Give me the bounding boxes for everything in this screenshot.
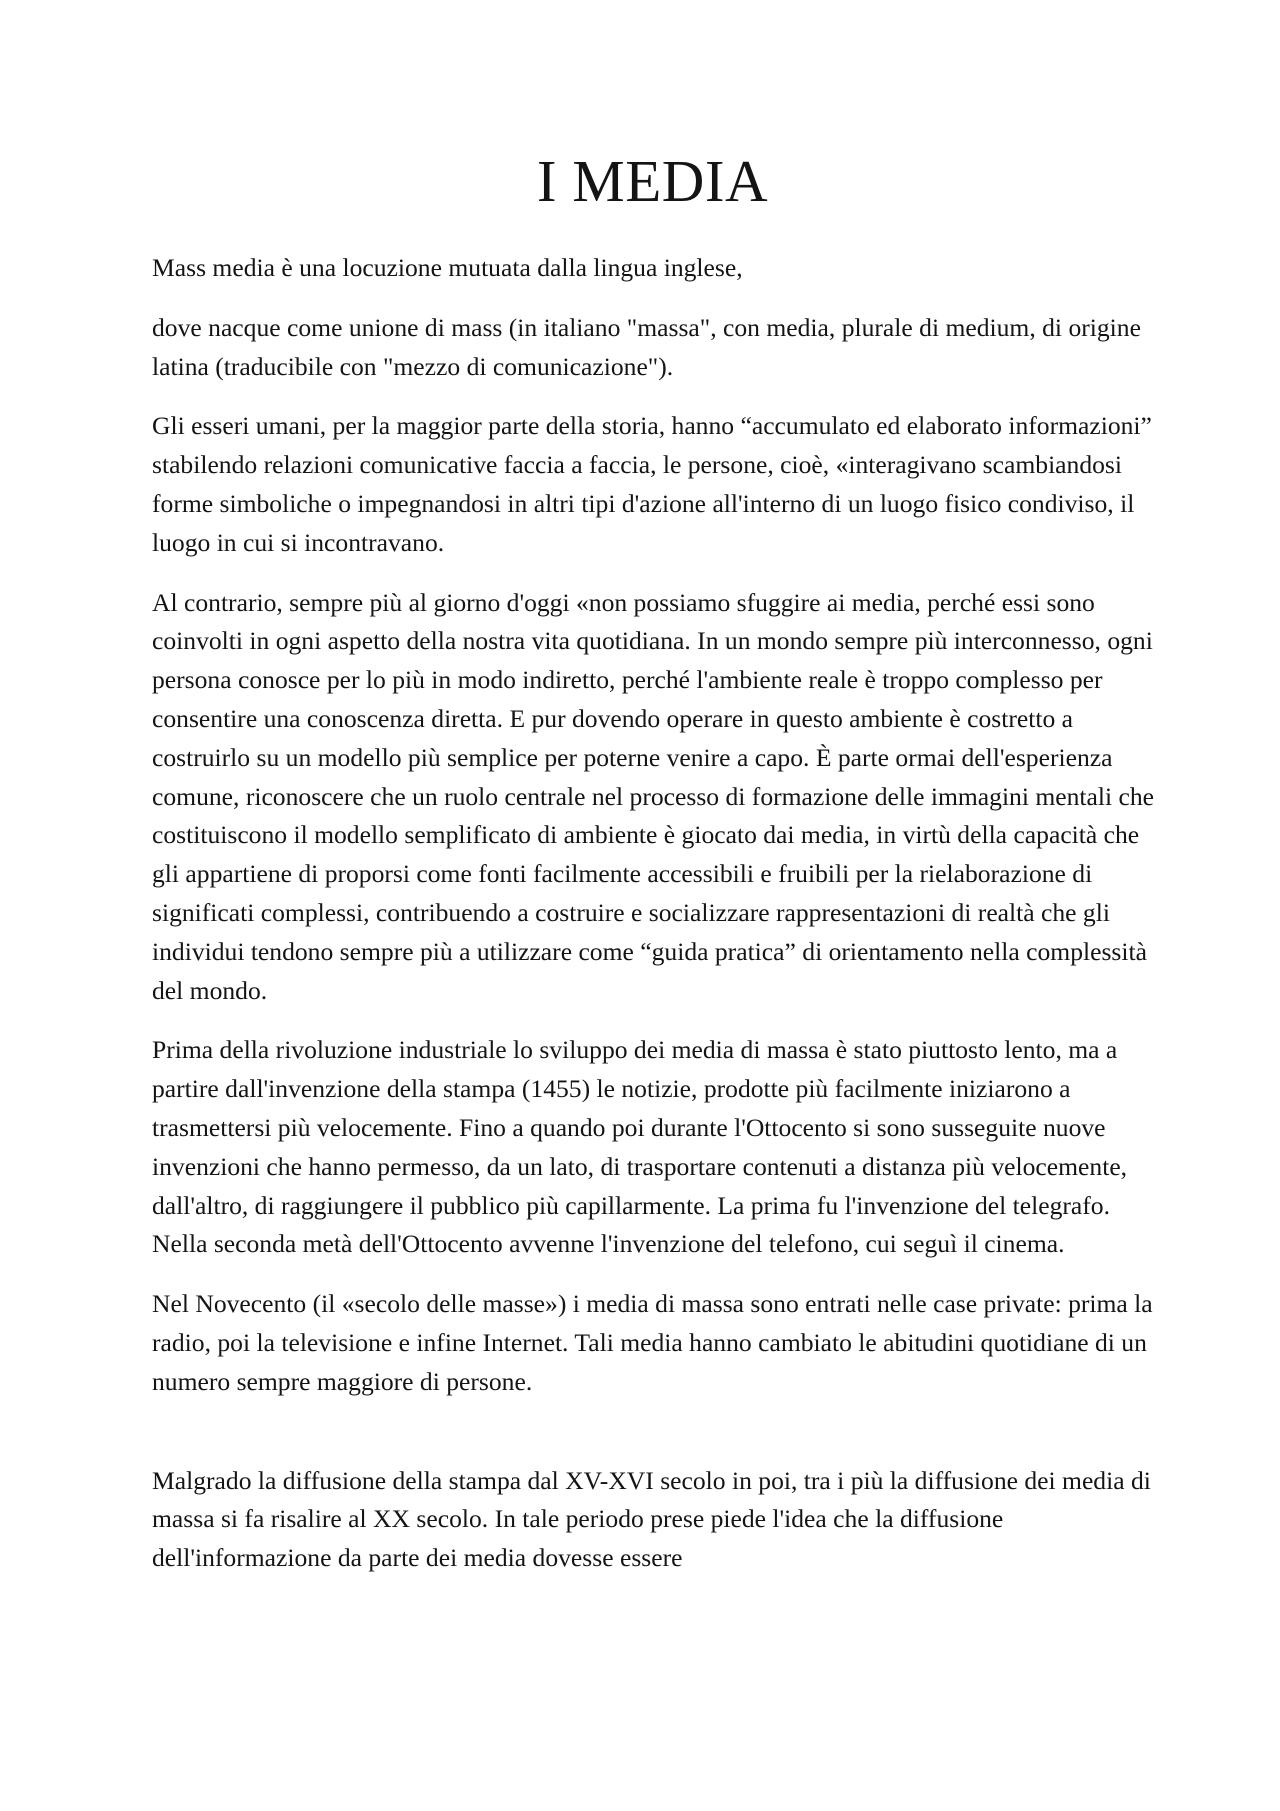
- document-body: [152, 249, 1162, 1599]
- paragraph-diffusion: Malgrado la diffusione della stampa dal XV-XVI secolo in poi, tra i più la diffusione dei media di massa si fa risalire al XX secolo. In tale periodo prese piede l'idea che la diffusione dell'informazione da parte dei media dovesse essere: [152, 1465, 1151, 1573]
- paragraph-industrial-revolution: Prima della rivoluzione industriale lo sviluppo dei media di massa è stato piuttosto lento, ma a partire dall'invenzione della stampa (1455) le notizie, prodotte più facilmente iniziarono a trasmettersi più velocemente. Fino a quando poi durante l'Ottocento si sono susseguite nuove invenzioni che hanno permesso, da un lato, di trasportare contenuti a distanza più velocemente, dall'altro, di raggiungere il pubblico più capillarmente. La prima fu l'invenzione del telegrafo. Nella seconda metà dell'Ottocento avvenne l'invenzione del telefono, cui seguì il cinema.: [152, 1035, 1128, 1259]
- paragraph-novecento: Nel Novecento (il «secolo delle masse») i media di massa sono entrati nelle case private: prima la radio, poi la televisione e infine Internet. Tali media hanno cambiato le abitudini quotidiane di un numero sempre maggiore di persone.: [152, 1289, 1153, 1396]
- paragraph-today: Al contrario, sempre più al giorno d'oggi «non possiamo sfuggire ai media, perché essi sono coinvolti in ogni aspetto della nostra vita quotidiana. In un mondo sempre più interconnesso, ogni persona conosce per lo più in modo indiretto, perché l'ambiente reale è troppo complesso per consentire una conoscenza diretta. E pur dovendo operare in questo ambiente è costretto a costruirlo su un modello più semplice per poterne venire a capo. È parte ormai dell'esperienza comune, riconoscere che un ruolo centrale nel processo di formazione delle immagini mentali che costituiscono il modello semplificato di ambiente è giocato dai media, in virtù della capacità che gli appartiene di proporsi come fonti facilmente accessibili e fruibili per la rielaborazione di significati complessi, contribuendo a costruire e socializzare rappresentazioni di realtà che gli individui tendono sempre più a utilizzare come “guida pratica” di orientamento nella complessità del mondo.: [152, 587, 1155, 1005]
- document-title: I MEDIA: [536, 148, 769, 214]
- paragraph-etymology: dove nacque come unione di mass (in italiano "massa", con media, plurale di medium, di origine latina (traducibile con "mezzo di comunicazione").: [152, 312, 1141, 381]
- paragraph-intro: Mass media è una locuzione mutuata dalla lingua inglese,: [152, 253, 743, 282]
- paragraph-history: Gli esseri umani, per la maggior parte della storia, hanno “accumulato ed elaborato informazioni” stabilendo relazioni comunicative faccia a faccia, le persone, cioè, «interagivano scambiandosi forme simboliche o impegnandosi in altri tipi d'azione all'interno di un luogo fisico condiviso, il luogo in cui si incontravano.: [152, 411, 1152, 557]
